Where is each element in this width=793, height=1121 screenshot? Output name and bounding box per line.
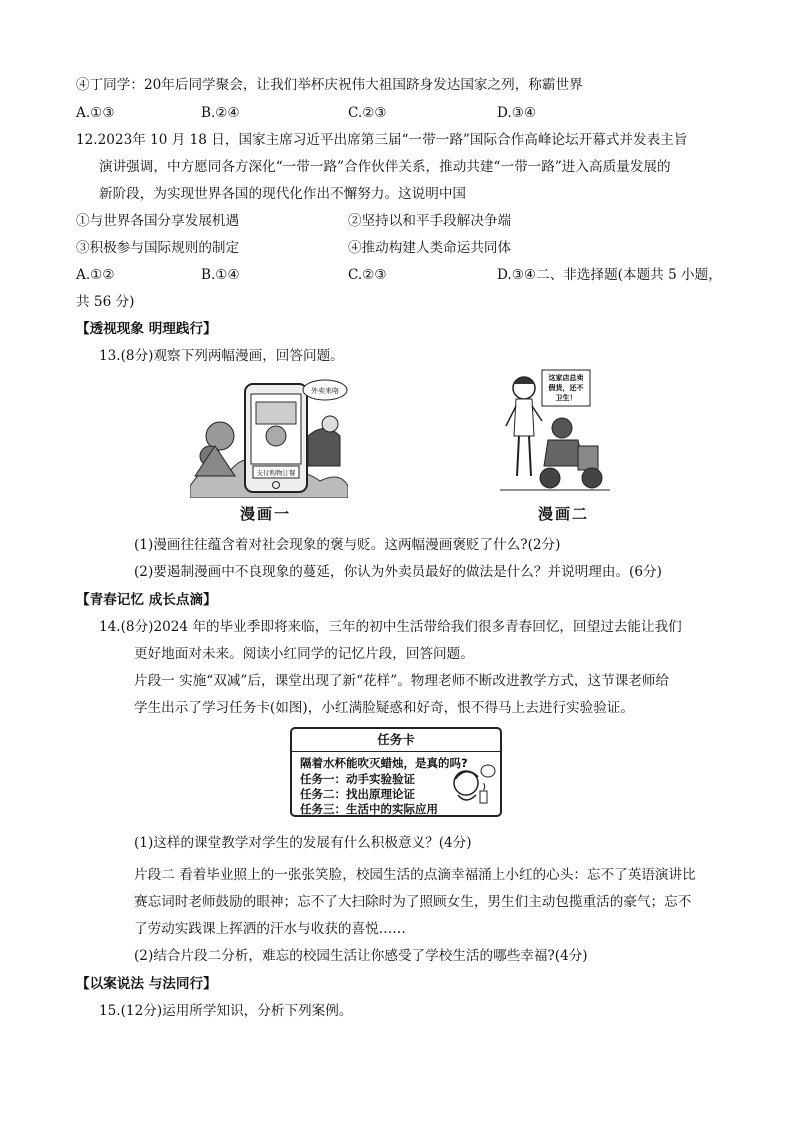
cartoon-2-caption: 漫画二: [538, 505, 590, 523]
task-card-question: 隔着水杯能吹灭蜡烛，是真的吗?: [300, 756, 468, 770]
task-card: [290, 727, 502, 817]
q12-option-d-and-part2-heading: D.③④二、非选择题(本题共 5 小题，: [497, 267, 722, 283]
cartoon-2-bubble-line-1: 这家店总卖: [548, 374, 584, 382]
q12-stem-line2: 演讲强调，中方愿同各方深化“一带一路”合作伙伴关系，推动共建“一带一路”进入高质量发展的: [99, 159, 671, 175]
task-card-task-3: 任务三：生活中的实际应用: [300, 802, 438, 816]
q14-fragment-2-line3: 了劳动实践课上挥洒的汗水与收获的喜悦……: [134, 921, 406, 937]
q14-subquestion-1: (1)这样的课堂教学对学生的发展有什么积极意义？(4分): [134, 835, 472, 851]
q12-statement-3: ③积极参与国际规则的制定: [76, 240, 240, 256]
q13-subquestion-2: (2)要遏制漫画中不良现象的蔓延，你认为外卖员最好的做法是什么？并说明理由。(6分): [134, 564, 662, 580]
q15-stem: 15.(12分)运用所学知识，分析下列案例。: [99, 1003, 353, 1019]
q12-statement-2: ②坚持以和平手段解决争端: [348, 213, 512, 229]
q14-fragment-1-line2: 学生出示了学习任务卡(如图)，小红满脸疑惑和好奇，恨不得马上去进行实验验证。: [134, 700, 634, 716]
q13-subquestion-1: (1)漫画往往蕴含着对社会现象的褒与贬。这两幅漫画褒贬了什么?(2分): [134, 537, 561, 553]
cartoon-1-caption: 漫画一: [240, 505, 292, 523]
q14-fragment-2-line2: 赛忘词时老师鼓励的眼神；忘不了大扫除时为了照顾女生，男生们主动包揽重活的豪气；忘不: [134, 894, 692, 910]
task-card-title: 任务卡: [292, 729, 500, 752]
task-card-task-1: 任务一：动手实验验证: [300, 772, 415, 786]
cartoon-2-bubble-line-3: 卫生！: [555, 394, 577, 402]
q12-stem-line3: 新阶段，为实现世界各国的现代化作出不懈努力。这说明中国: [99, 186, 467, 202]
task-card-task-2: 任务二：找出原理论证: [300, 787, 415, 801]
cartoon-1-speech-bubble: 外卖来咯: [311, 387, 339, 395]
q14-fragment-2-line1: 片段二 看着毕业照上的一张张笑脸，校园生活的点滴幸福涌上小红的心头：忘不了英语演讲比: [134, 867, 696, 883]
q12-statement-1: ①与世界各国分享发展机遇: [76, 213, 240, 229]
q12-option-a: A.①②: [76, 267, 115, 283]
q11-option-a: A.①③: [76, 105, 115, 121]
section-heading-3: 【以案说法 与法同行】: [76, 976, 217, 992]
q13-stem: 13.(8分)观察下列两幅漫画，回答问题。: [99, 348, 344, 364]
cartoon-2-bubble-line-2: 假货，还不: [548, 384, 584, 392]
section-heading-2: 【青春记忆 成长点滴】: [76, 592, 217, 608]
q12-statement-4: ④推动构建人类命运共同体: [348, 240, 512, 256]
q14-fragment-1-line1: 片段一 实施“双减”后，课堂出现了新“花样”。物理老师不断改进教学方式，这节课老师给: [134, 673, 670, 689]
part2-heading-continued: 共 56 分): [76, 294, 135, 310]
q11-option-c: C.②③: [348, 105, 387, 121]
section-heading-1: 【透视现象 明理践行】: [76, 321, 217, 337]
task-card-student-illustration: [452, 761, 496, 811]
q12-option-b: B.①④: [201, 267, 240, 283]
cartoon-2-illustration: [500, 366, 610, 500]
cartoon-1-illustration: [190, 376, 348, 498]
q11-statement-4: ④丁同学：20年后同学聚会，让我们举杯庆祝伟大祖国跻身发达国家之列，称霸世界: [76, 77, 583, 93]
q12-option-c: C.②③: [348, 267, 387, 283]
q11-option-d: D.③④: [497, 105, 537, 121]
q14-subquestion-2: (2)结合片段二分析，难忘的校园生活让你感受了学校生活的哪些幸福?(4分): [134, 948, 588, 964]
q11-option-b: B.②④: [201, 105, 240, 121]
q12-stem-line1: 12.2023年 10 月 18 日，国家主席习近平出席第三届“一带一路”国际合作高峰论坛开幕式并发表主旨: [76, 132, 688, 148]
q14-stem-line2: 更好地面对未来。阅读小红同学的记忆片段，回答问题。: [134, 646, 474, 662]
q14-stem-line1: 14.(8分)2024 年的毕业季即将来临，三年的初中生活带给我们很多青春回忆，回望过去能让我们: [99, 619, 682, 635]
cartoon-1-phone-label: 支付购物订餐: [256, 469, 296, 477]
